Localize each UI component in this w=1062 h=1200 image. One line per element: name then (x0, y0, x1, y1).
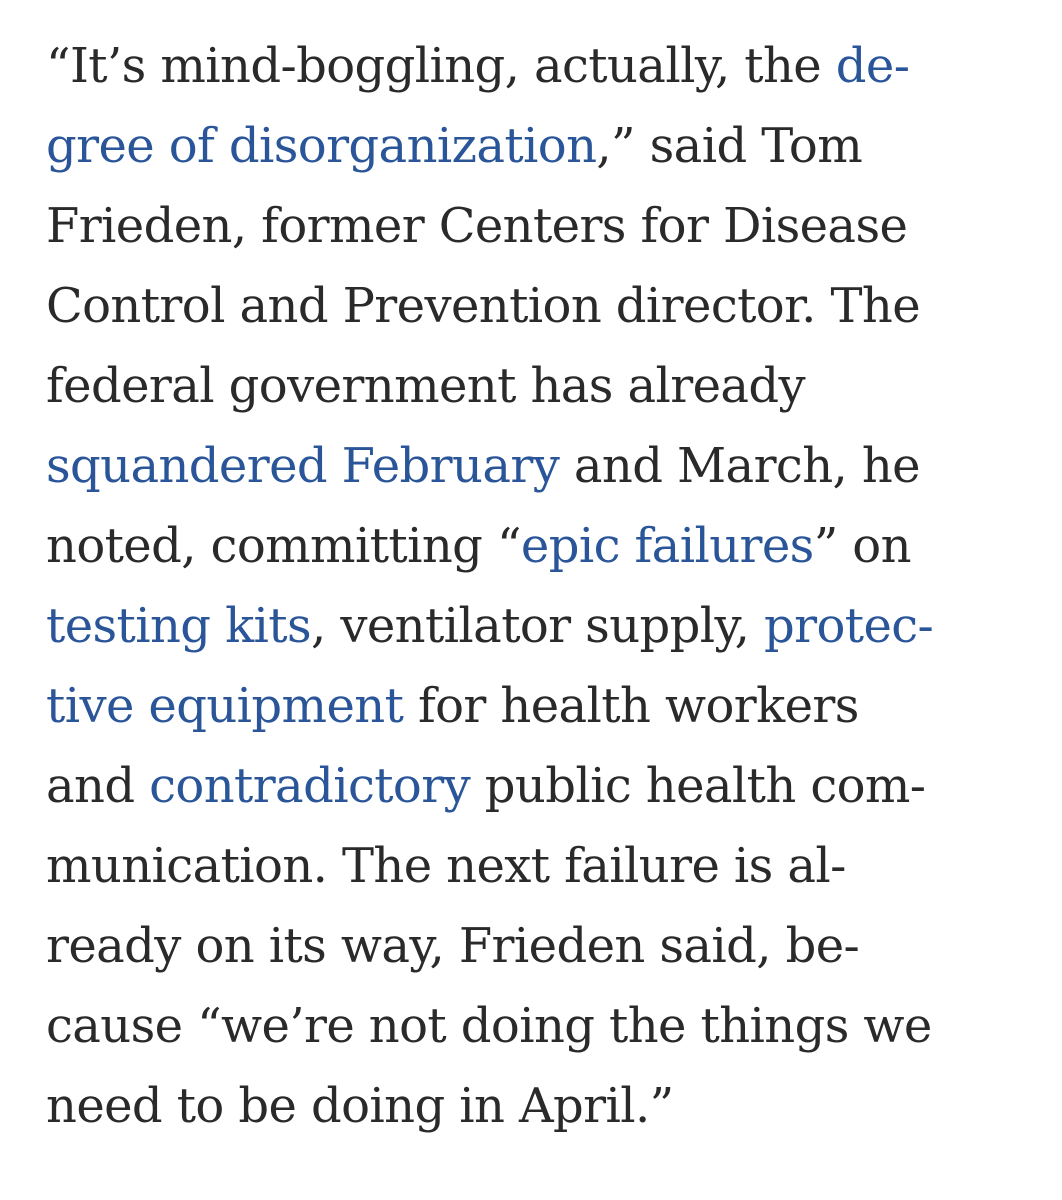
paragraph-line-3 (46, 186, 1046, 266)
text-run: noted, committing “ (46, 518, 521, 574)
text-run: , ventilator supply, (311, 598, 764, 654)
link-contradictory[interactable]: contradictory (149, 758, 471, 814)
link-degree-of-disorganization-cont[interactable]: gree of disorganization (46, 118, 597, 174)
paragraph-line-11 (46, 826, 1046, 906)
paragraph-line-5 (46, 346, 1046, 426)
text-run: need to be doing in April.” (46, 1078, 674, 1134)
text-run: and (46, 758, 150, 814)
link-epic-failures[interactable]: epic failures (520, 518, 814, 574)
paragraph-line-9 (46, 666, 1046, 746)
text-run: Control and Prevention director. The (46, 278, 921, 334)
link-degree-of-disorganization[interactable]: de- (835, 38, 910, 94)
text-run: and March, he (559, 438, 920, 494)
text-run: public health com- (470, 758, 926, 814)
paragraph-line-7 (46, 506, 1046, 586)
text-run: ,” said Tom (596, 118, 863, 174)
article-paragraph (46, 26, 1046, 1146)
text-run: munication. The next failure is al- (46, 838, 846, 894)
paragraph-line-13 (46, 986, 1046, 1066)
paragraph-line-1 (46, 26, 1046, 106)
link-protective-equipment[interactable]: protec- (764, 598, 934, 654)
paragraph-line-10 (46, 746, 1046, 826)
text-run: ” on (813, 518, 911, 574)
text-run: Frieden, former Centers for Disease (46, 198, 908, 254)
text-run: cause “we’re not doing the things we (46, 998, 932, 1054)
text-run: “It’s mind-boggling, actually, the (46, 38, 836, 94)
text-run: ready on its way, Frieden said, be- (46, 918, 860, 974)
text-run: for health workers (403, 678, 859, 734)
text-run: federal government has already (46, 358, 806, 414)
link-squandered-february[interactable]: squandered February (46, 438, 560, 494)
paragraph-line-6 (46, 426, 1046, 506)
paragraph-line-4 (46, 266, 1046, 346)
link-protective-equipment-cont[interactable]: tive equipment (46, 678, 404, 734)
paragraph-line-2 (46, 106, 1046, 186)
paragraph-line-12 (46, 906, 1046, 986)
paragraph-line-14 (46, 1066, 1046, 1146)
paragraph-line-8 (46, 586, 1046, 666)
link-testing-kits[interactable]: testing kits (46, 598, 312, 654)
